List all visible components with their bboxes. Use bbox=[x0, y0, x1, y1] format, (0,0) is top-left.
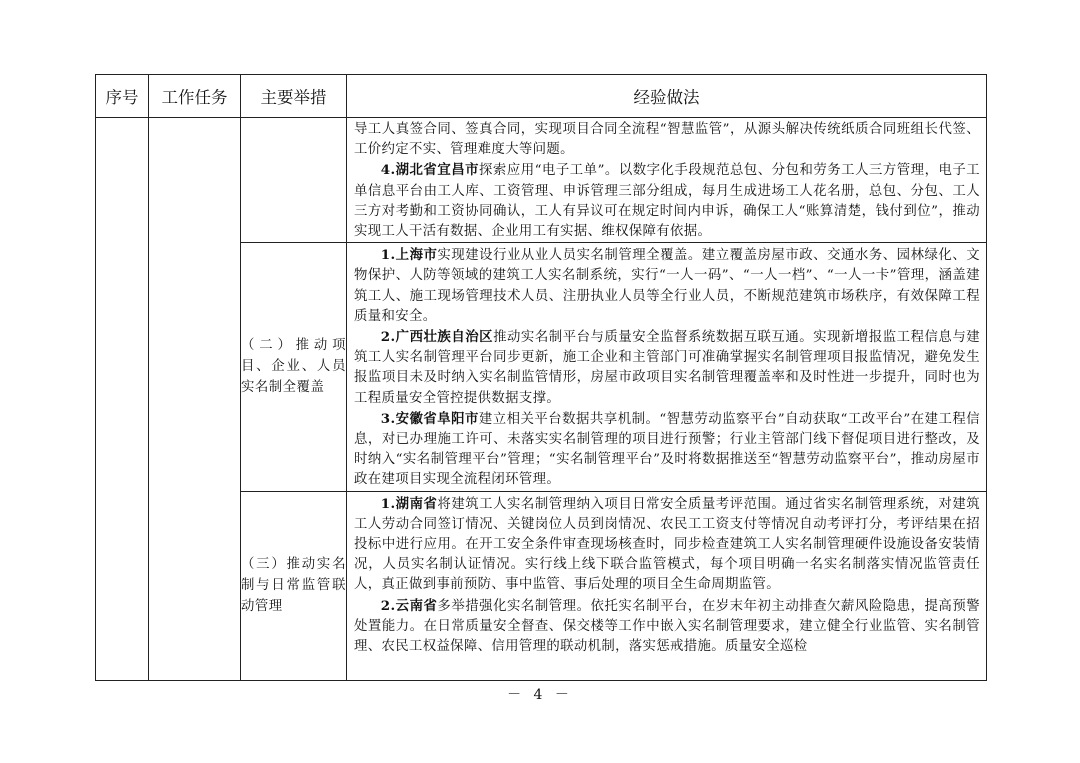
paragraph-body: 探索应用“电子工单”。以数字化手段规范总包、分包和劳务工人三方管理，电子工单信息平台由工人库、工资管理、申诉管理三部分组成，每月生成进场工人花名册，总包、分包、工人三方对考勤和工资协同确认，工人有异议可在规定时间内申诉，确保工人“账算清楚，钱付到位”，推动实现工人干活有数据、企业用工有实据、维权保障有依据。 bbox=[354, 163, 981, 240]
region-label: 3.安徽省阜阳市 bbox=[380, 410, 479, 427]
paragraph-body: 实现建设行业从业人员实名制管理全覆盖。建立覆盖房屋市政、交通水务、园林绿化、文物保护、人防等领域的建筑工人实名制系统，实行“一人一码”、“一人一档”、“一人一卡”管理，涵盖建筑工人、施工现场管理技术人员、注册执业人员等全行业人员，不断规范建筑市场秩序，有效保障工程质量和安全。 bbox=[354, 248, 980, 324]
table-header-row bbox=[96, 75, 987, 118]
document-table bbox=[95, 74, 987, 681]
header-experience: 经验做法 bbox=[347, 75, 987, 118]
paragraph-body: 多举措强化实名制管理。依托实名制平台，在岁末年初主动排查欠薪风险隐患，提高预警处置能力。在日常质量安全督查、保交楼等工作中嵌入实名制管理要求，建立健全行业监管、实名制管理、农民工权益保障、信用管理的联动机制，落实惩戒措施。质量安全巡检 bbox=[354, 598, 980, 655]
region-label: 2.广西壮族自治区 bbox=[380, 329, 494, 346]
header-seq: 序号 bbox=[96, 75, 149, 118]
paragraph: 导工人真签合同、签真合同，实现项目合同全流程“智慧监管”，从源头解决传统纸质合同班组长代签、工价约定不实、管理难度大等问题。 bbox=[354, 122, 980, 158]
region-label: 1.上海市 bbox=[380, 247, 438, 264]
measure-cell: （三）推动实名制与日常监管联动管理 bbox=[241, 491, 347, 680]
paragraph bbox=[354, 409, 980, 491]
header-measures: 主要举措 bbox=[241, 75, 347, 118]
measure-cell bbox=[241, 118, 347, 243]
experience-cell bbox=[347, 243, 987, 491]
paragraph bbox=[354, 596, 980, 658]
task-cell bbox=[149, 118, 241, 681]
region-label: 2.云南省 bbox=[380, 597, 438, 614]
region-label: 4.湖北省宜昌市 bbox=[380, 162, 480, 179]
table-row bbox=[96, 118, 987, 243]
paragraph bbox=[354, 494, 980, 596]
experience-cell bbox=[347, 118, 987, 243]
measure-cell: （二）推动项目、企业、人员实名制全覆盖 bbox=[241, 243, 347, 491]
paragraph bbox=[354, 245, 980, 327]
header-task: 工作任务 bbox=[149, 75, 241, 118]
paragraph bbox=[354, 160, 980, 242]
page-number: － 4 － bbox=[507, 687, 573, 703]
experience-cell bbox=[347, 491, 987, 680]
region-label: 1.湖南省 bbox=[380, 495, 438, 512]
paragraph-body: 建立相关平台数据共享机制。“智慧劳动监察平台”自动获取“工改平台”在建工程信息，对已办理施工许可、未落实实名制管理的项目进行预警；行业主管部门线下督促项目进行整改，及时纳入“实名制管理平台”管理；“实名制管理平台”及时将数据推送至“智慧劳动监察平台”，推动房屋市政在建项目实现全流程闭环管理。 bbox=[354, 411, 981, 488]
paragraph-body: 将建筑工人实名制管理纳入项目日常安全质量考评范围。通过省实名制管理系统，对建筑工人劳动合同签订情况、关键岗位人员到岗情况、农民工工资支付等情况自动考评打分，考评结果在招投标中进行应用。在开工安全条件审查现场核查时，同步检查建筑工人实名制管理硬件设施设备安装情况，人员实名制认证情况。实行线上线下联合监管模式，每个项目明确一名实名制落实情况监管责任人，真正做到事前预防、事中监管、事后处理的项目全生命周期监管。 bbox=[354, 496, 980, 593]
paragraph-body: 推动实名制平台与质量安全监督系统数据互联互通。实现新增报监工程信息与建筑工人实名制管理平台同步更新，施工企业和主管部门可准确掌握实名制管理项目报监情况，避免发生报监项目未及时纳入实名制监管情形，房屋市政项目实名制管理覆盖率和及时性进一步提升，同时也为工程质量安全管控提供数据支撑。 bbox=[354, 330, 980, 406]
seq-cell bbox=[96, 118, 149, 681]
paragraph bbox=[354, 327, 980, 409]
